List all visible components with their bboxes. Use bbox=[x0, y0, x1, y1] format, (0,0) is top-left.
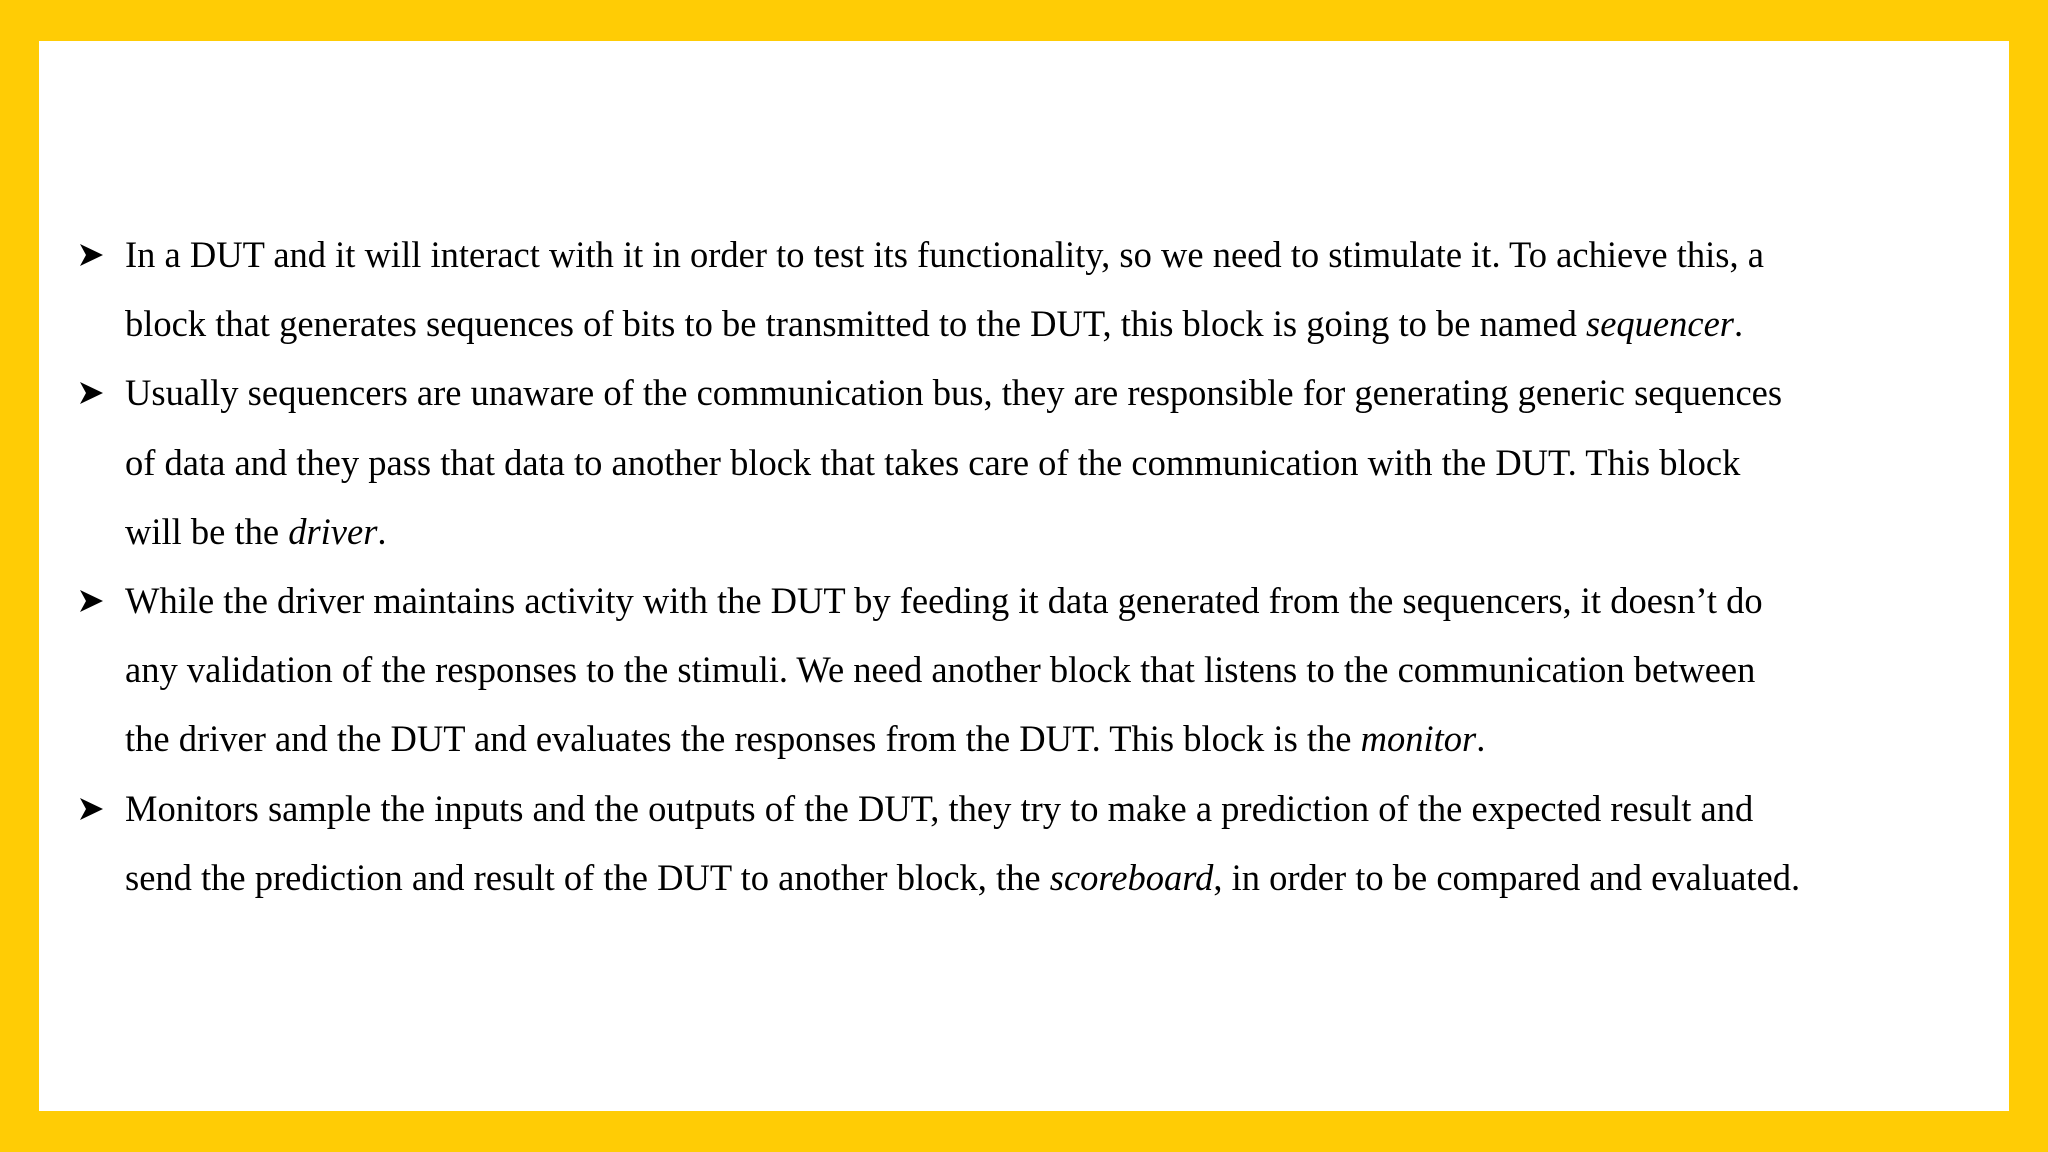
bullet-line bbox=[125, 704, 1959, 773]
bullet-line bbox=[125, 497, 1959, 566]
line-text: the driver and the DUT and evaluates the responses from the DUT. This block is the bbox=[125, 718, 1361, 760]
line-text: Usually sequencers are unaware of the communication bus, they are responsible for generating generic sequences bbox=[125, 372, 1783, 414]
arrow-bullet-icon bbox=[79, 243, 104, 267]
bullet-item bbox=[79, 774, 1959, 912]
bullet-line bbox=[125, 358, 1959, 427]
bullet-line bbox=[125, 774, 1959, 843]
line-text-after: . bbox=[1734, 303, 1744, 345]
bullet-line bbox=[125, 635, 1959, 704]
italic-term-driver: driver bbox=[288, 510, 378, 552]
line-text-after: . bbox=[1476, 718, 1486, 760]
bullet-line bbox=[125, 220, 1959, 289]
line-text: of data and they pass that data to another block that takes care of the communication with the DUT. This block bbox=[125, 441, 1741, 483]
line-text: While the driver maintains activity with the DUT by feeding it data generated from the sequencers, it doesn’t do bbox=[125, 580, 1763, 622]
line-text: block that generates sequences of bits to be transmitted to the DUT, this block is going to be named bbox=[125, 303, 1587, 345]
bullet-line bbox=[125, 843, 1959, 912]
bullet-line bbox=[125, 566, 1959, 635]
arrow-bullet-icon bbox=[79, 797, 104, 821]
line-text: any validation of the responses to the stimuli. We need another block that listens to the communication between bbox=[125, 649, 1756, 691]
italic-term-scoreboard: scoreboard bbox=[1049, 856, 1214, 898]
line-text: will be the bbox=[125, 510, 289, 552]
bullet-item bbox=[79, 358, 1959, 566]
line-text-after: , in order to be compared and evaluated. bbox=[1213, 856, 1801, 898]
bullet-item bbox=[79, 220, 1959, 358]
bullet-line bbox=[125, 289, 1959, 358]
arrow-bullet-icon bbox=[79, 589, 104, 613]
line-text: send the prediction and result of the DUT to another block, the bbox=[125, 856, 1050, 898]
line-text: Monitors sample the inputs and the outputs of the DUT, they try to make a prediction of the expected result and bbox=[125, 787, 1754, 829]
italic-term-sequencer: sequencer bbox=[1586, 303, 1734, 345]
bullet-list bbox=[79, 220, 1959, 912]
italic-term-monitor: monitor bbox=[1360, 718, 1477, 760]
bullet-line bbox=[125, 428, 1959, 497]
bullet-item bbox=[79, 566, 1959, 774]
arrow-bullet-icon bbox=[79, 381, 104, 405]
line-text-after: . bbox=[377, 510, 387, 552]
line-text: In a DUT and it will interact with it in order to test its functionality, so we need to stimulate it. To achieve this, a bbox=[125, 234, 1764, 275]
